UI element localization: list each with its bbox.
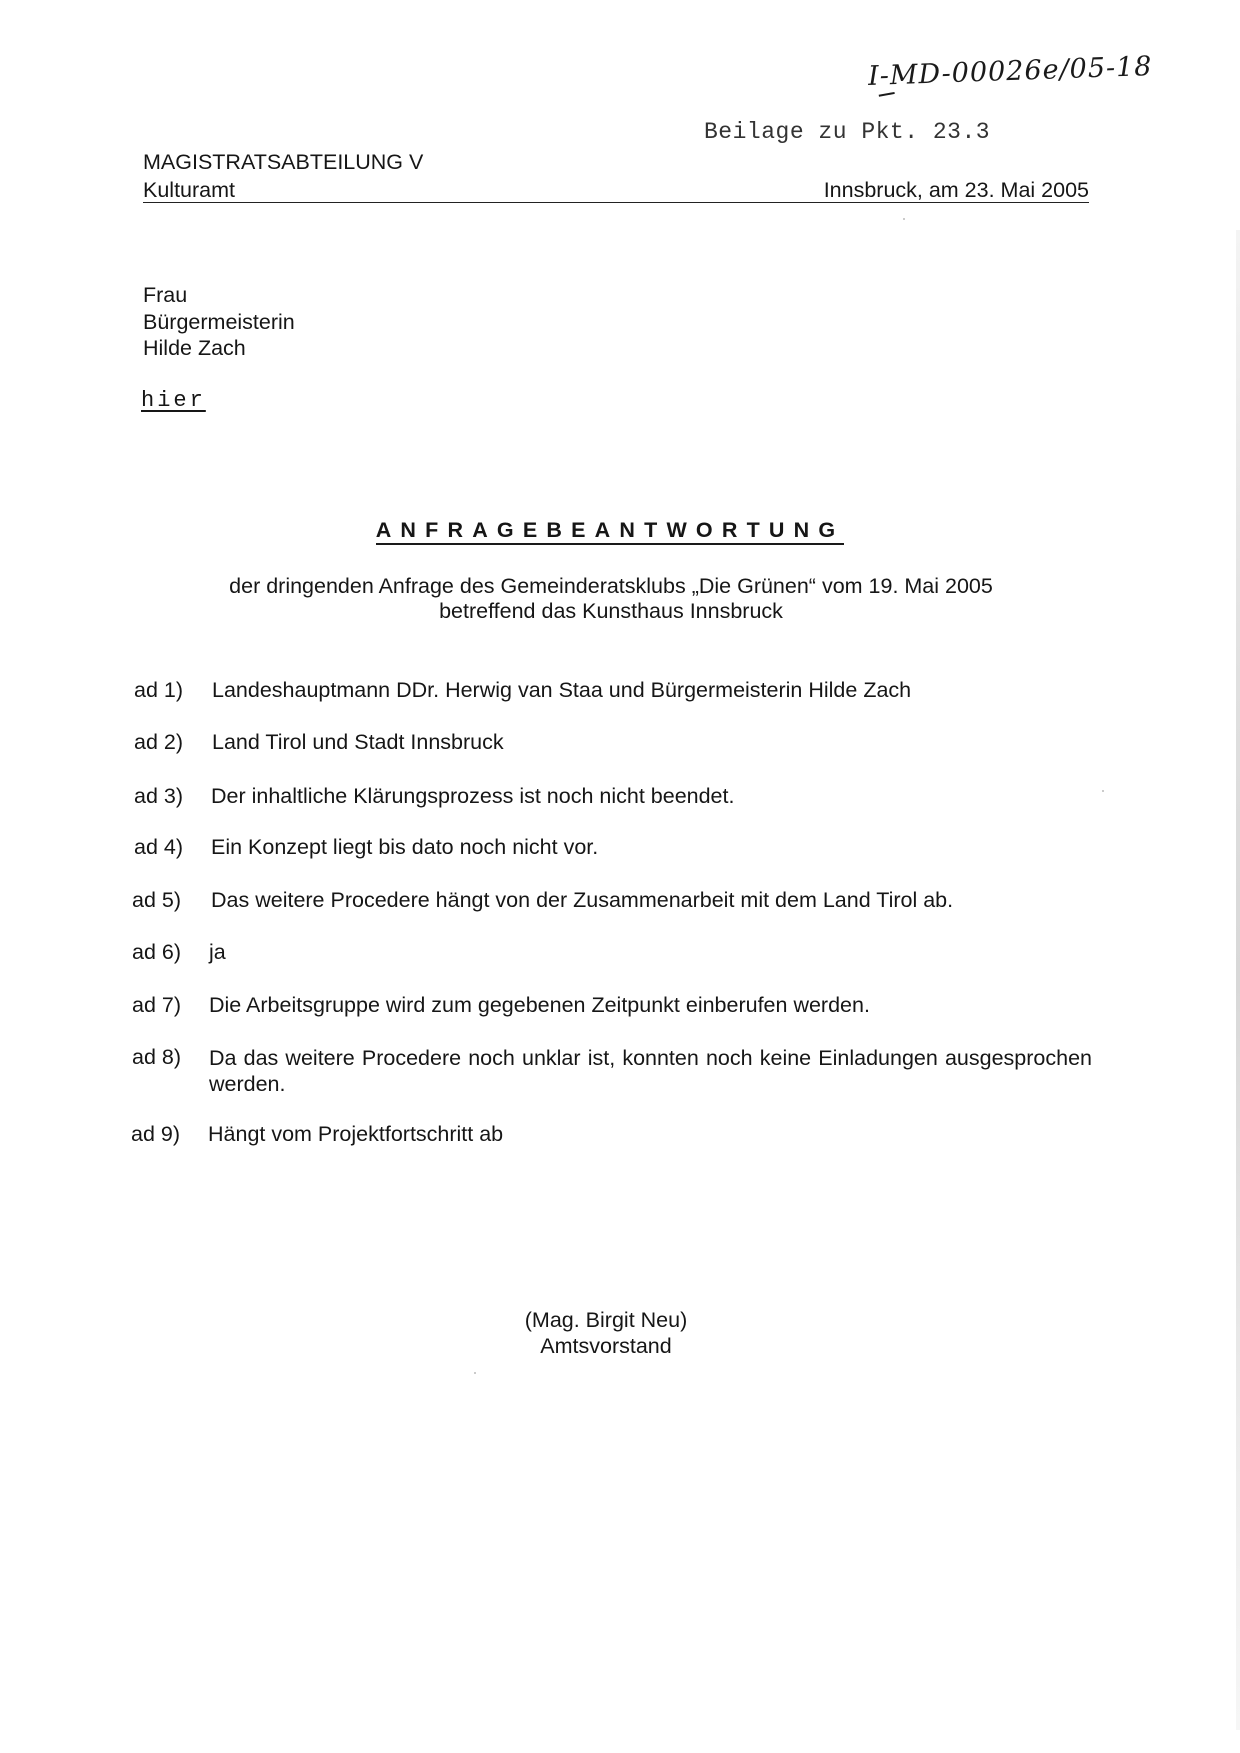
answer-text: Ein Konzept liegt bis dato noch nicht vor. [211, 835, 599, 859]
scan-edge-shadow [1236, 230, 1240, 1730]
department-name: MAGISTRATSABTEILUNG V [143, 150, 424, 174]
answer-text: Da das weitere Procedere noch unklar ist, konnten noch keine Einladungen ausgesprochen werden. [209, 1046, 1092, 1096]
header-rule [143, 202, 1089, 203]
signatory-name: (Mag. Birgit Neu) [524, 1308, 688, 1332]
answer-label: ad 6) [132, 940, 182, 964]
answer-label: ad 3) [134, 784, 184, 808]
recipient-location: hier [141, 388, 206, 413]
office-name: Kulturamt [143, 178, 236, 202]
answer-label: ad 9) [131, 1122, 181, 1146]
answer-label: ad 5) [132, 888, 182, 912]
document-title-block [0, 518, 1220, 543]
recipient-salutation: Frau [143, 283, 188, 307]
answer-text: Der inhaltliche Klärungsprozess ist noch nicht beendet. [211, 784, 735, 808]
answer-label: ad 2) [134, 730, 184, 754]
subtitle-line-2: betreffend das Kunsthaus Innsbruck [439, 599, 783, 623]
recipient-role: Bürgermeisterin [143, 310, 295, 334]
scan-speck [1102, 790, 1104, 792]
scan-speck [903, 218, 905, 220]
answer-label: ad 7) [132, 993, 182, 1017]
subtitle-line-1: der dringenden Anfrage des Gemeinderatsklubs „Die Grünen“ vom 19. Mai 2005 [229, 574, 993, 598]
answer-text: Das weitere Procedere hängt von der Zusammenarbeit mit dem Land Tirol ab. [211, 888, 954, 912]
answer-text: Die Arbeitsgruppe wird zum gegebenen Zeitpunkt einberufen werden. [209, 993, 870, 1017]
answer-label: ad 8) [132, 1045, 182, 1069]
handwritten-reference [868, 51, 1153, 92]
recipient-name: Hilde Zach [143, 336, 246, 360]
handwritten-underline-mark [879, 92, 895, 97]
answer-text: Landeshauptmann DDr. Herwig van Staa und Bürgermeisterin Hilde Zach [212, 678, 912, 702]
handwritten-reference-text: I-MD-00026e/05-18 [867, 51, 1153, 92]
document-title: ANFRAGEBEANTWORTUNG [376, 518, 845, 545]
answer-label: ad 4) [134, 835, 184, 859]
scan-speck [474, 1372, 476, 1374]
answer-text: ja [209, 940, 226, 964]
attachment-note: Beilage zu Pkt. 23.3 [704, 119, 991, 145]
place-date: Innsbruck, am 23. Mai 2005 [823, 178, 1089, 202]
signatory-position: Amtsvorstand [540, 1334, 672, 1358]
answer-label: ad 1) [134, 678, 184, 702]
answer-text: Land Tirol und Stadt Innsbruck [212, 730, 504, 754]
answer-text: Hängt vom Projektfortschritt ab [208, 1122, 504, 1146]
